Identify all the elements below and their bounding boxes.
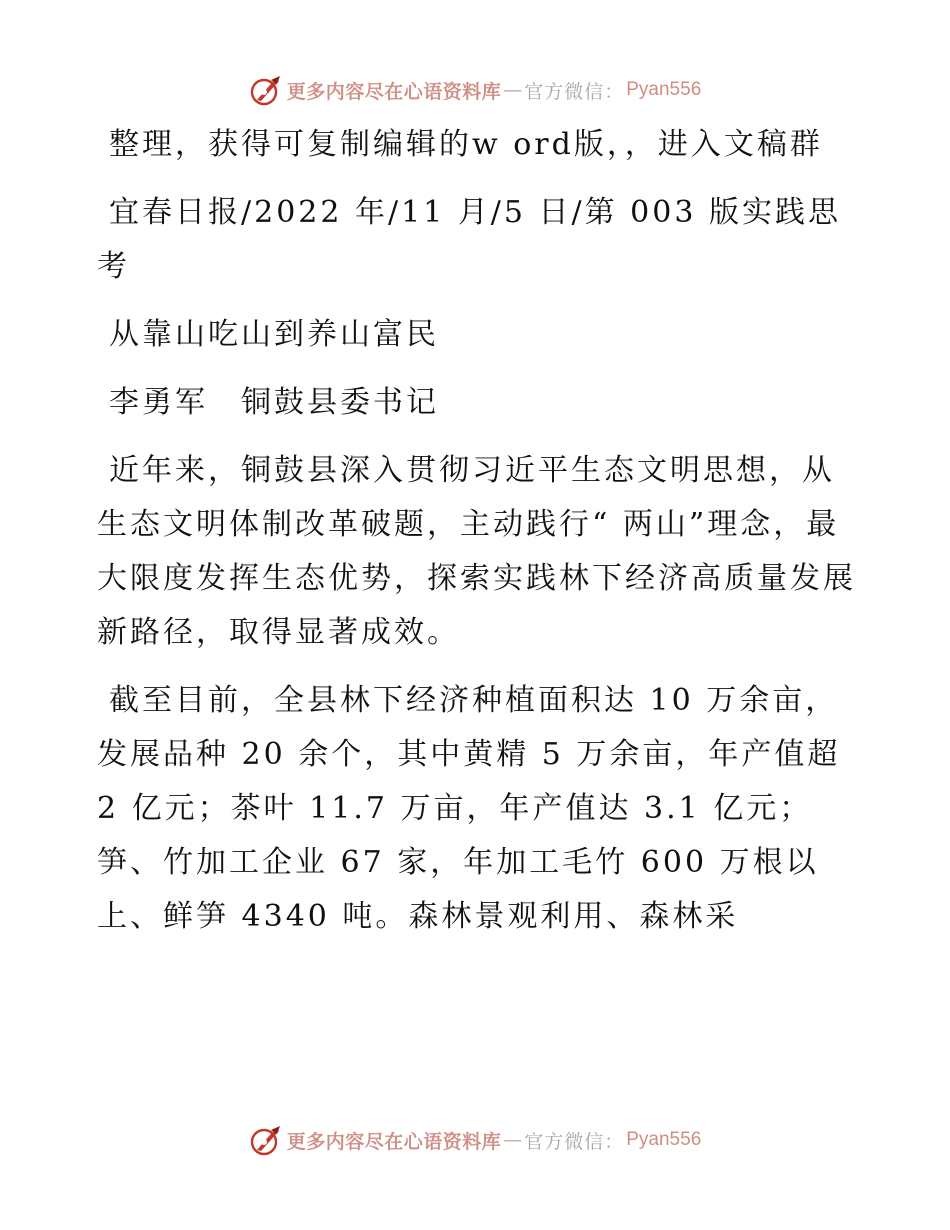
quill-pen-circle-icon: [249, 1123, 283, 1157]
body-paragraph: 截至目前，全县林下经济种植面积达 10 万余亩，发展品种 20 余个，其中黄精 5 万余亩，年产值超 2 亿元；茶叶 11.7 万亩，年产值达 3.1 亿元；笋、竹加工企业 67 家，年加工毛竹 600 万根以上、鲜笋 4340 吨。森林景观利用、森林采: [97, 683, 841, 934]
article-author: 李勇军 铜鼓县委书记: [109, 385, 439, 420]
watermark-brand-text: 更多内容尽在心语资料库: [286, 80, 502, 103]
watermark-official-label: 官方微信：: [524, 80, 625, 103]
watermark-brand-text: 更多内容尽在心语资料库: [286, 1130, 502, 1153]
body-paragraph: 近年来，铜鼓县深入贯彻习近平生态文明思想，从生态文明体制改革破题，主动践行“ 两山”理念，最大限度发挥生态优势，探索实践林下经济高质量发展新路径，取得显著成效。: [97, 453, 856, 650]
watermark-separator: —: [503, 79, 523, 101]
footer-watermark-banner: [0, 1120, 950, 1160]
document-note-paragraph: 整理，获得可复制编辑的w ord版，，进入文稿群: [109, 127, 823, 162]
article-title: 从靠山吃山到养山富民: [109, 317, 439, 352]
header-watermark-banner: [0, 70, 950, 110]
document-source-line: 宜春日报/2022 年/11 月/5 日/第 003 版实践思考: [97, 195, 841, 284]
watermark-wechat-id: Pyan556: [626, 1129, 702, 1150]
watermark-official-label: 官方微信：: [524, 1130, 625, 1153]
document-body: [97, 118, 857, 958]
watermark-wechat-id: Pyan556: [626, 79, 702, 100]
watermark-separator: —: [503, 1129, 523, 1151]
quill-pen-circle-icon: [249, 73, 283, 107]
